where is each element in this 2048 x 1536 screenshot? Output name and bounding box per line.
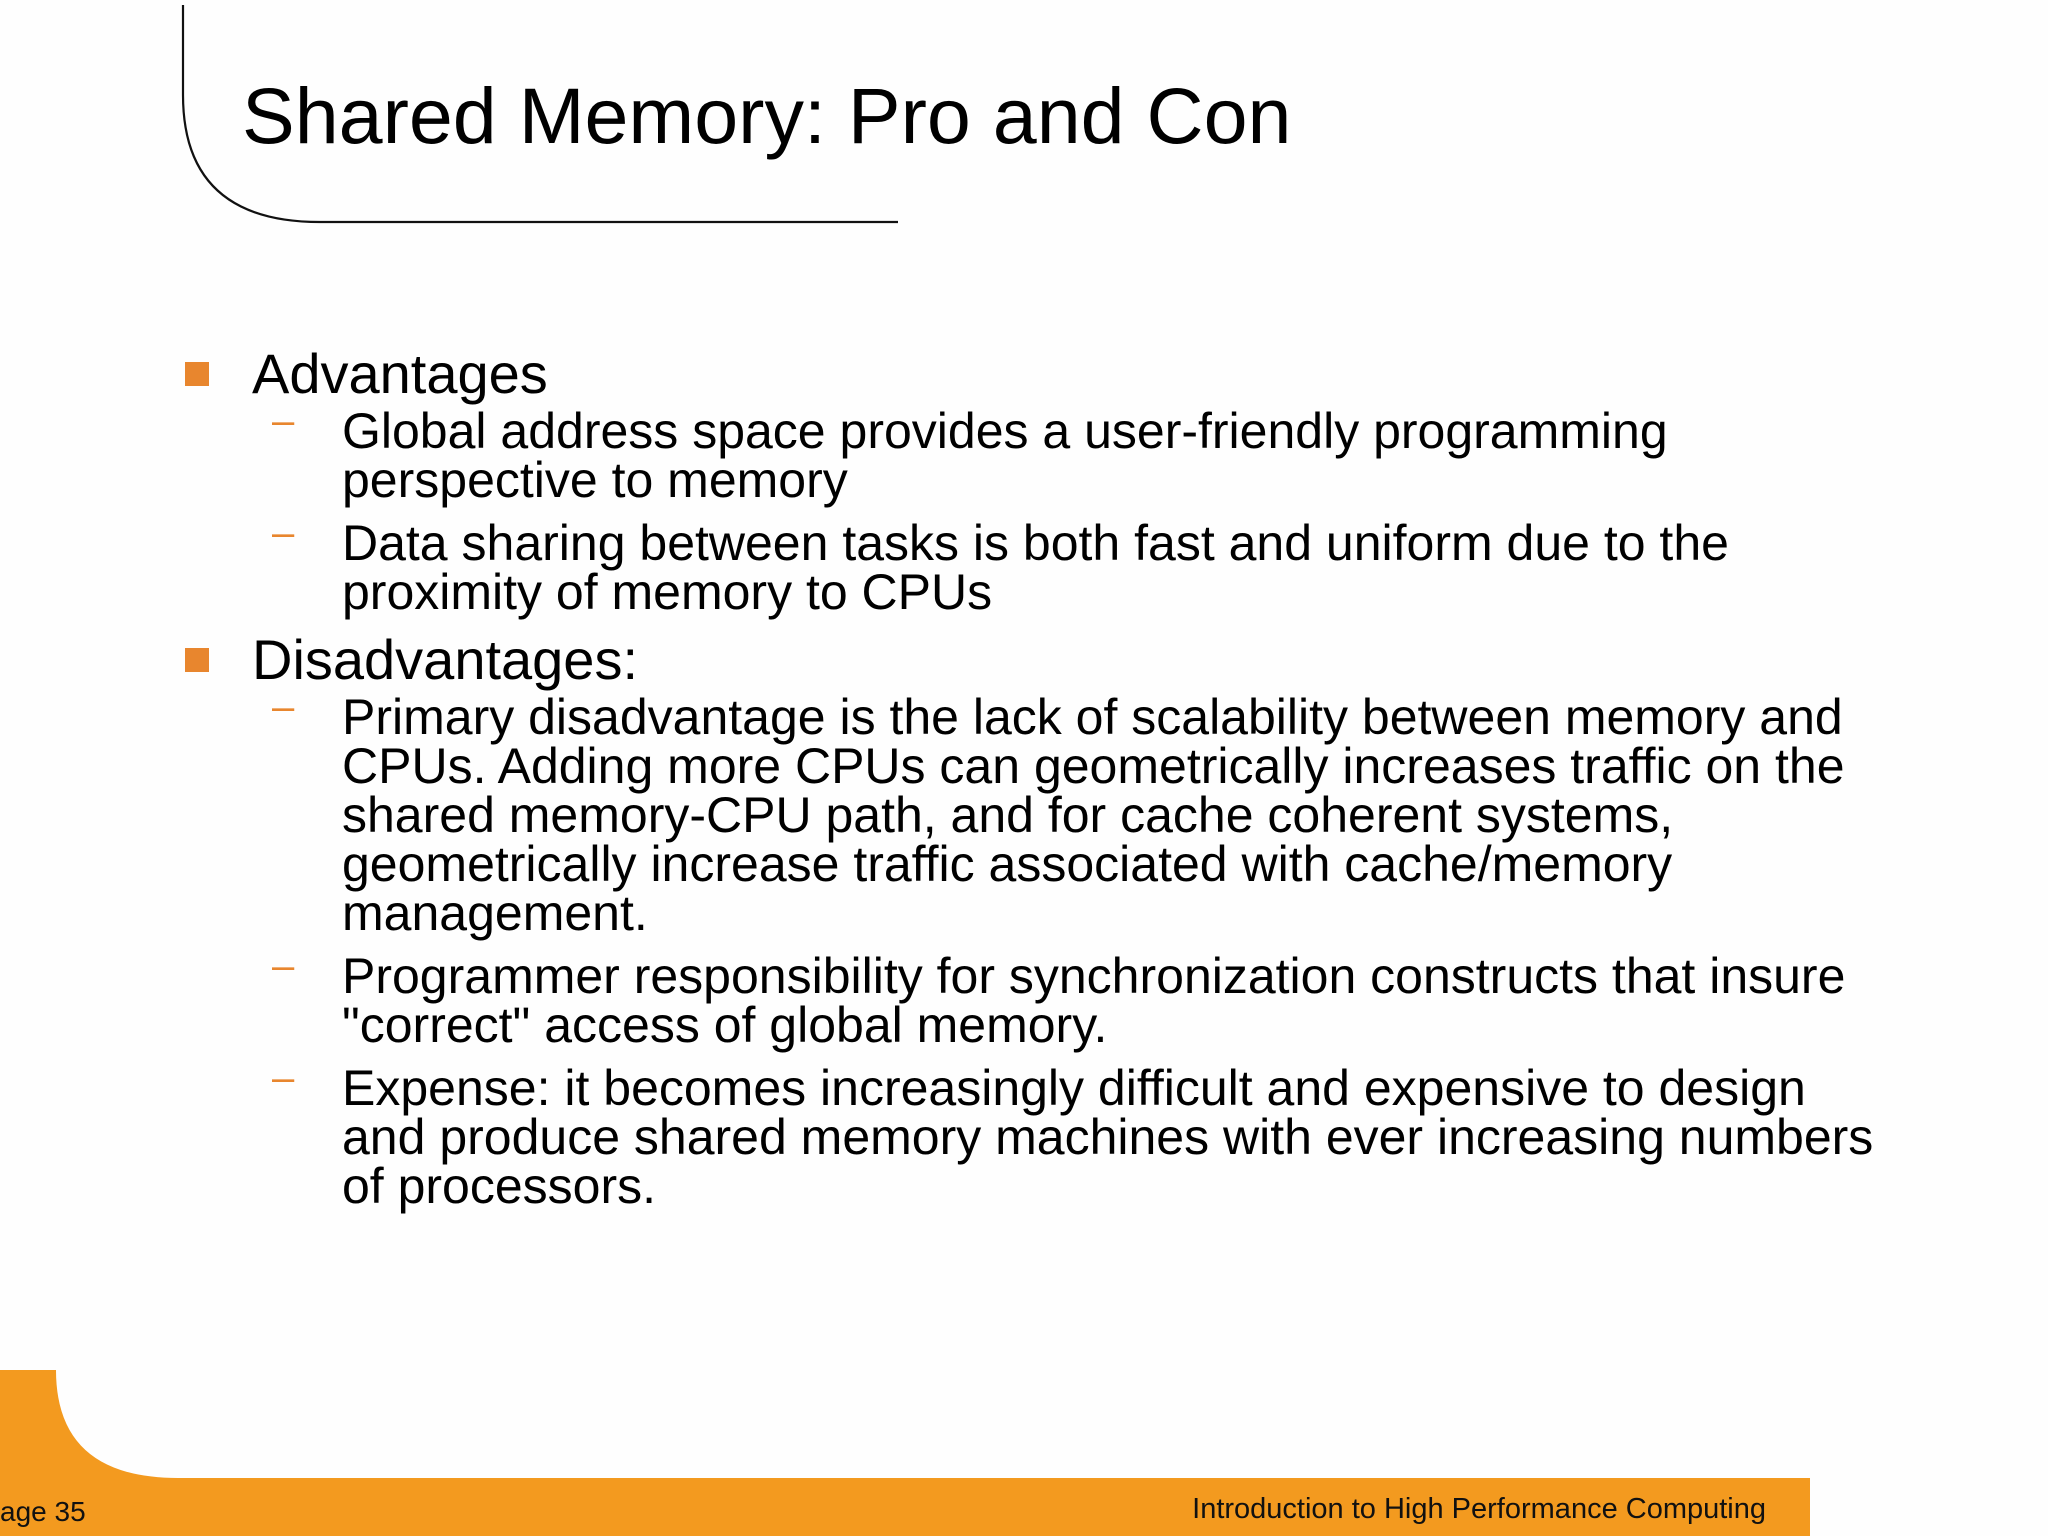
sub-item-text: Programmer responsibility for synchronization constructs that insure "correct" access of global memory. — [342, 948, 1846, 1053]
sub-item — [182, 685, 1902, 941]
bullet-advantages — [182, 342, 1902, 620]
square-bullet-icon — [185, 362, 209, 386]
slide-title: Shared Memory: Pro and Con — [242, 71, 1292, 160]
sub-item — [182, 1056, 1902, 1214]
course-title: Introduction to High Performance Computing — [1192, 1493, 1766, 1525]
dash-bullet-icon: – — [272, 944, 295, 988]
sub-item-text: Data sharing between tasks is both fast and uniform due to the proximity of memory to CPUs — [342, 515, 1729, 620]
square-bullet-icon — [185, 648, 209, 672]
dash-bullet-icon: – — [272, 685, 295, 729]
dash-bullet-icon: – — [272, 399, 295, 443]
dash-bullet-icon: – — [272, 511, 295, 555]
sub-list — [252, 399, 1902, 620]
bullet-heading: Advantages — [252, 342, 548, 405]
sub-item — [182, 399, 1902, 508]
dash-bullet-icon: – — [272, 1056, 295, 1100]
sub-item — [182, 511, 1902, 620]
bullet-disadvantages — [182, 628, 1902, 1214]
sub-list — [252, 685, 1902, 1214]
sub-item-text: Global address space provides a user-friendly programming perspective to memory — [342, 403, 1668, 508]
bullet-heading: Disadvantages: — [252, 628, 639, 691]
sub-item-text: Primary disadvantage is the lack of scalability between memory and CPUs. Adding more CPUs can geometrically increases traffic on the shared memory-CPU path, and for cache coherent systems, geometrically increase traffic associated with cache/memory management. — [342, 689, 1845, 941]
slide-content — [182, 342, 1902, 1225]
sub-item-text: Expense: it becomes increasingly difficult and expensive to design and produce shared memory machines with ever increasing numbers of processors. — [342, 1060, 1874, 1214]
sub-item — [182, 944, 1902, 1053]
page-number: age 35 — [0, 1496, 86, 1527]
